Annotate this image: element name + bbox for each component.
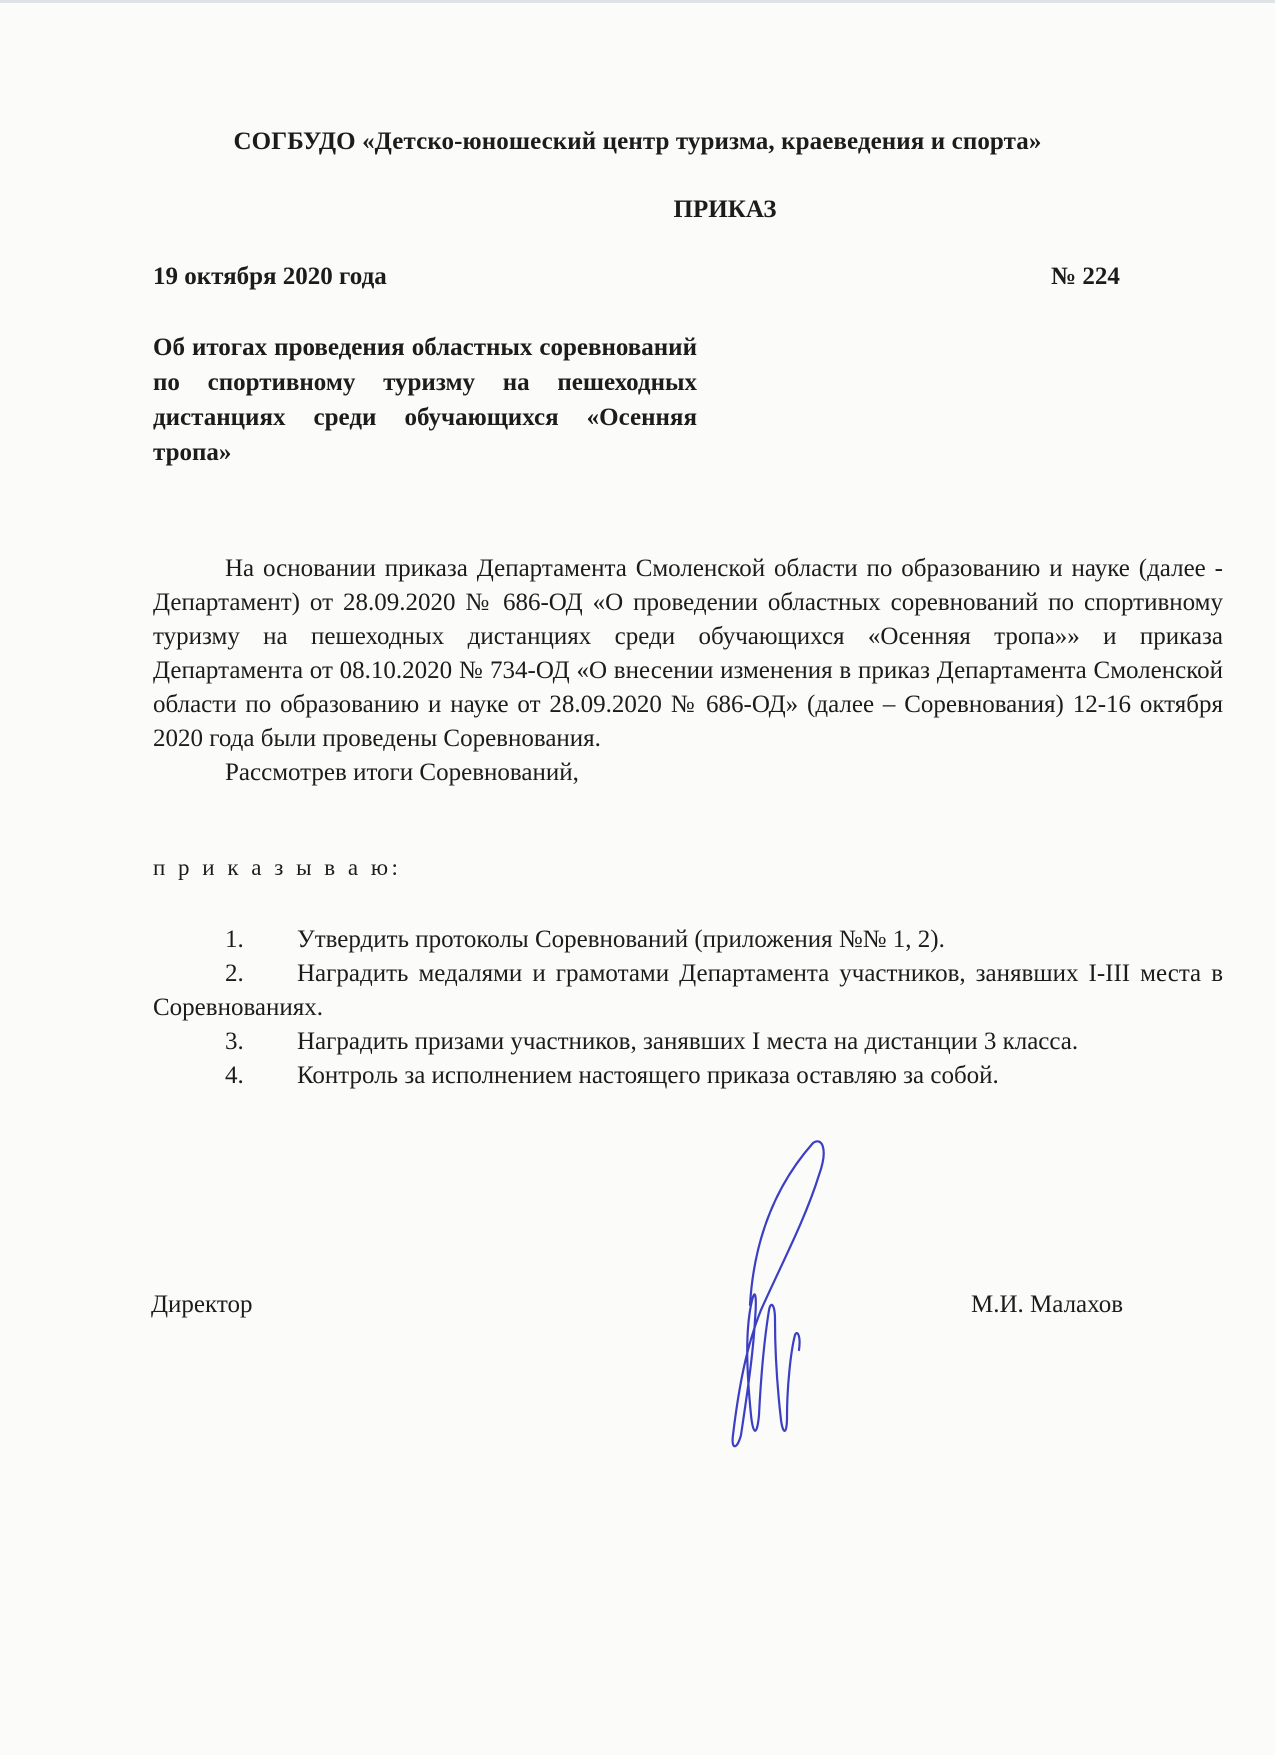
order-items-list (153, 923, 1223, 1093)
order-word: п р и к а з ы в а ю: (153, 855, 402, 880)
document-number: № 224 (1051, 263, 1120, 290)
list-item (153, 923, 1223, 957)
item-text: Наградить медалями и грамотами Департамента участников, занявших I-III места в Соревнованиях. (153, 960, 1223, 1021)
document-type: ПРИКАЗ (673, 196, 777, 223)
list-item (153, 1025, 1223, 1059)
document-subject: Об итогах проведения областных соревнований по спортивному туризму на пешеходных дистанциях среди обучающихся «Осенняя тропа» (153, 334, 697, 466)
body-paragraph: На основании приказа Департамента Смоленской области по образованию и науке (далее - Департамент) от 28.09.2020 № 686-ОД «О проведении областных соревнований по спортивному туризму на пешеходных дистанциях среди обучающихся «Осенняя тропа»» и приказа Департамента от 08.10.2020 № 734-ОД «О внесении изменения в приказ Департамента Смоленской области по образованию и науке от 28.09.2020 № 686-ОД» (далее – Соревнования) 12-16 октября 2020 года были проведены Соревнования. (153, 555, 1223, 752)
item-number: 2. (225, 960, 244, 987)
item-text: Утвердить протоколы Соревнований (приложения №№ 1, 2). (297, 926, 945, 953)
document-body (153, 552, 1223, 790)
list-item (153, 1059, 1223, 1093)
handwritten-signature (695, 1135, 855, 1455)
item-text: Наградить призами участников, занявших I места на дистанции 3 класса. (297, 1028, 1079, 1055)
item-number: 1. (225, 926, 244, 953)
item-number: 3. (225, 1028, 244, 1055)
body-paragraph: Рассмотрев итоги Соревнований, (225, 759, 579, 786)
document-date: 19 октября 2020 года (153, 263, 387, 290)
item-text: Контроль за исполнением настоящего приказа оставляю за собой. (297, 1062, 999, 1089)
signatory-position: Директор (151, 1291, 253, 1318)
item-number: 4. (225, 1062, 244, 1089)
scan-edge (0, 0, 1275, 3)
signatory-name: М.И. Малахов (971, 1291, 1124, 1318)
organization-name: СОГБУДО «Детско-юношеский центр туризма, краеведения и спорта» (233, 128, 1042, 155)
list-item (153, 957, 1223, 1025)
